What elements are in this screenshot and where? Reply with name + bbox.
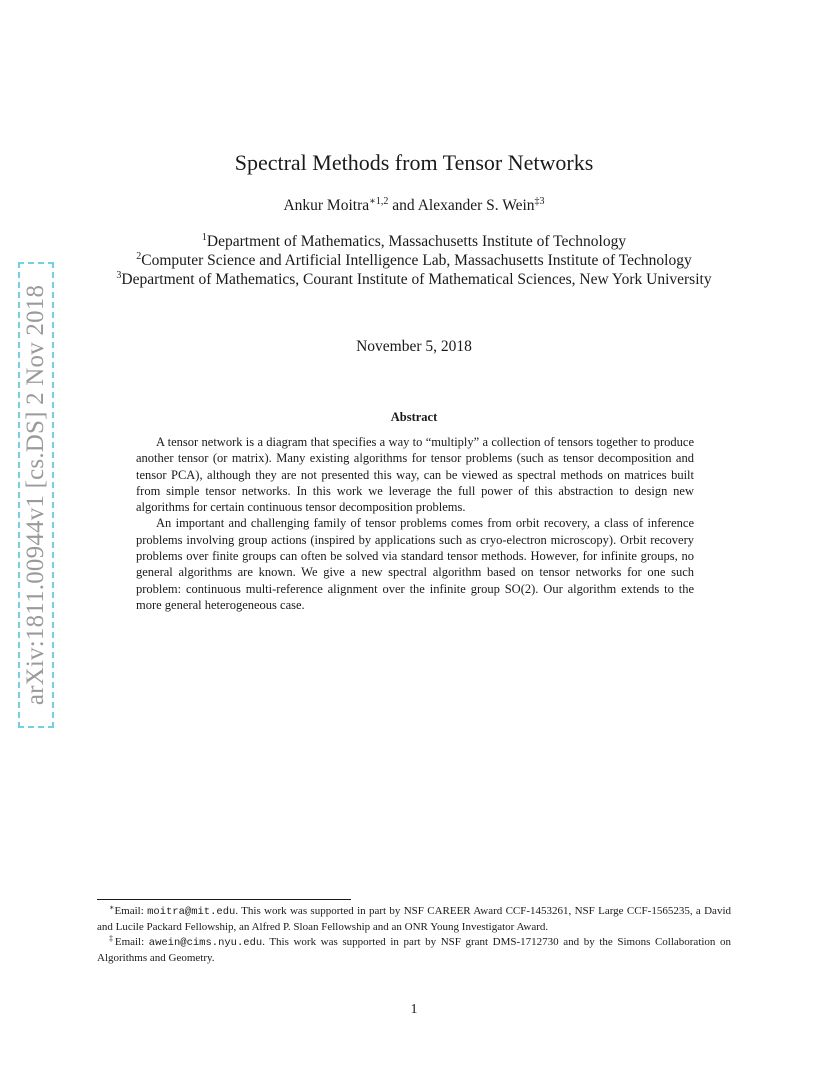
affiliation-text: Department of Mathematics, Massachusetts Institute of Technology <box>206 233 627 250</box>
author-connector: and <box>392 197 415 214</box>
footnote-divider <box>97 899 351 900</box>
page-number: 1 <box>410 1002 418 1017</box>
affiliation <box>100 232 728 251</box>
footnote-mark: ∗ <box>109 903 115 912</box>
arxiv-identifier: arXiv:1811.00944v1 [cs.DS] 2 Nov 2018 <box>22 284 49 706</box>
footnote-mark: ‡ <box>109 934 115 943</box>
author-name: Ankur Moitra <box>283 197 370 214</box>
abstract-paragraph: An important and challenging family of tensor problems comes from orbit recovery, a class of inference problems involving group actions (inspired by applications such as cryo-electron microscopy). Orbit recovery problems over finite groups can often be solved via standard tensor methods. However, for infinite groups, no general algorithms are known. We give a new spectral algorithm based on tensor networks for one such problem: continuous multi-reference alignment over the infinite group SO(2). Our algorithm extends to the more general heterogeneous case. <box>136 516 694 612</box>
affiliation <box>100 270 728 289</box>
abstract-paragraph: A tensor network is a diagram that specifies a way to “multiply” a collection of tensors together to produce another tensor (or matrix). Many existing algorithms for tensor problems (such as tensor decomposition and tensor PCA), although they are not presented this way, can be viewed as spectral methods on matrices built from simple tensor networks. In this work we leverage the full power of this abstraction to design new algorithms for certain continuous tensor decomposition problems. <box>136 435 694 515</box>
abstract-body <box>136 434 694 613</box>
footnote-text: . This work was supported in part by NSF CAREER Award CCF-1453261, NSF Large CCF-1565235, a David and Lucile Packard Fellowship, an Alfred P. Sloan Fellowship and an ONR Young Investigator Award. <box>97 905 731 933</box>
affiliation-mark: 2 <box>136 251 142 262</box>
affiliation-text: Computer Science and Artificial Intelligence Lab, Massachusetts Institute of Technology <box>141 252 692 269</box>
affiliation-text: Department of Mathematics, Courant Institute of Mathematical Sciences, New York University <box>121 271 712 288</box>
footnote <box>97 935 731 966</box>
author-line <box>0 197 828 215</box>
email-link[interactable]: moitra@mit.edu <box>147 906 236 918</box>
footnotes <box>97 904 731 966</box>
author-affiliation-marks: ‡3 <box>534 196 545 207</box>
paper-title: Spectral Methods from Tensor Networks <box>234 150 594 175</box>
abstract-heading: Abstract <box>390 410 438 424</box>
footnote-prefix: Email: <box>114 905 148 917</box>
affiliations <box>100 232 728 289</box>
author-affiliation-marks: ∗1,2 <box>369 196 389 207</box>
footnote <box>97 904 731 935</box>
author-name: Alexander S. Wein <box>417 197 535 214</box>
footnote-prefix: Email: <box>114 936 149 948</box>
paper-date: November 5, 2018 <box>356 338 472 355</box>
affiliation-mark: 1 <box>201 232 207 243</box>
email-link[interactable]: awein@cims.nyu.edu <box>148 937 263 949</box>
footnote-text: . This work was supported in part by NSF grant DMS-1712730 and by the Simons Collaboration on Algorithms and Geometry. <box>97 936 732 964</box>
arxiv-stamp <box>18 262 54 728</box>
affiliation <box>100 251 728 270</box>
affiliation-mark: 3 <box>116 270 122 281</box>
